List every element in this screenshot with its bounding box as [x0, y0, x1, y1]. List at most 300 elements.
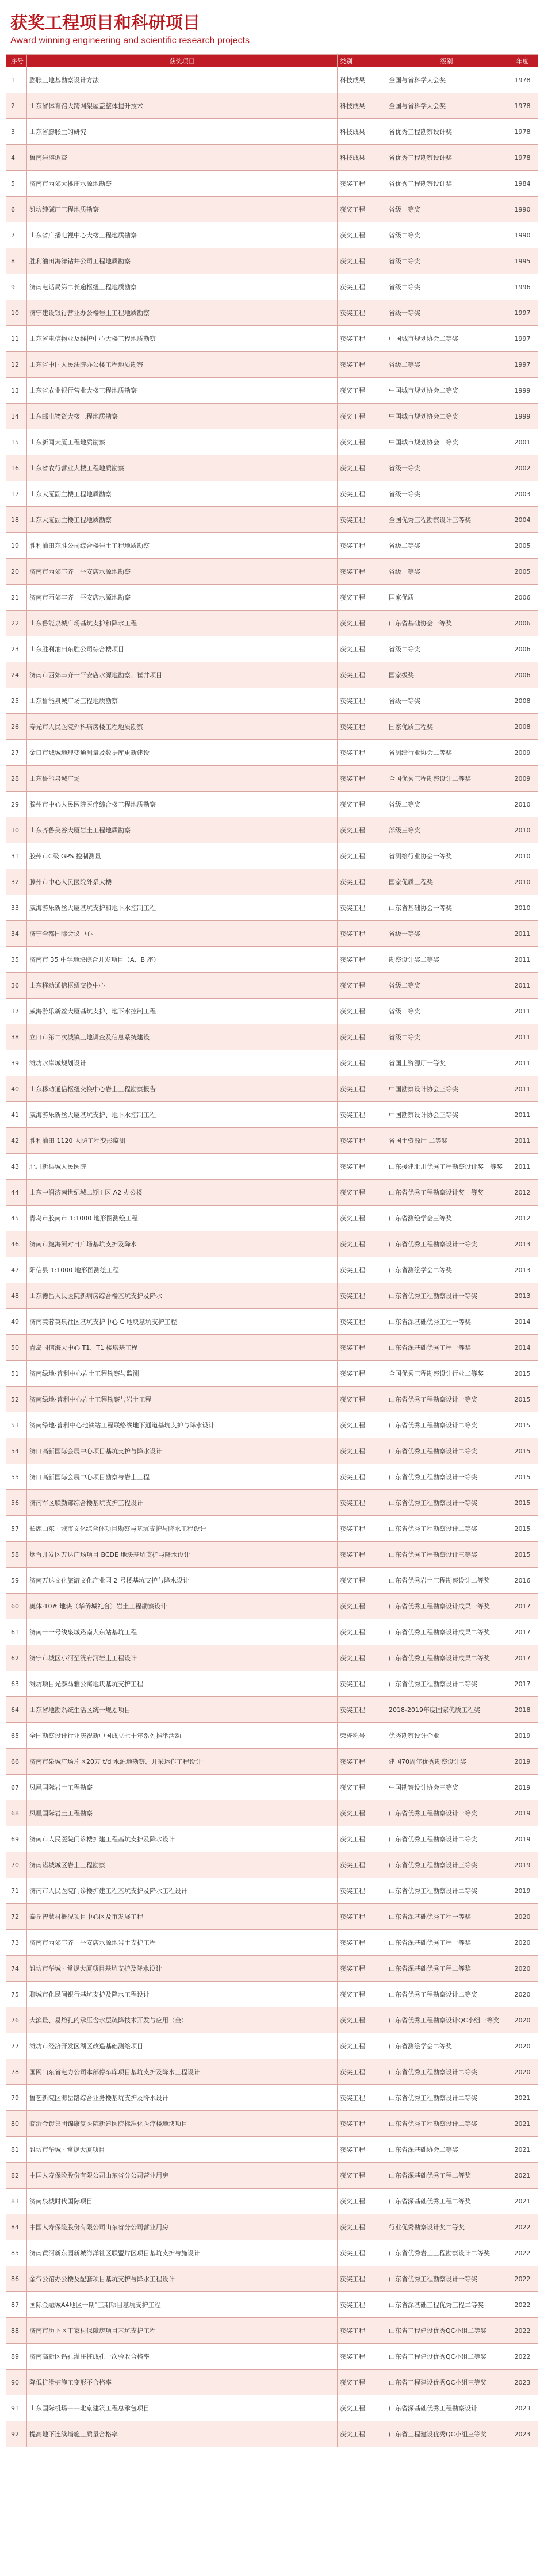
table-row	[6, 481, 538, 507]
table-row	[6, 869, 538, 895]
cell-category: 获奖工程	[338, 1956, 386, 1982]
cell-level: 山东省测绘学会二等奖	[386, 1257, 507, 1283]
cell-category: 获奖工程	[338, 197, 386, 222]
cell-number: 58	[6, 1542, 27, 1568]
cell-project: 潍坊纯碱厂工程地质勘察	[27, 197, 338, 222]
cell-number: 6	[6, 197, 27, 222]
cell-year: 1978	[507, 93, 538, 119]
cell-level: 优秀勘察设计企业	[386, 1723, 507, 1749]
cell-number: 69	[6, 1826, 27, 1852]
cell-number: 37	[6, 999, 27, 1024]
table-row	[6, 792, 538, 817]
cell-category: 获奖工程	[338, 2395, 386, 2421]
cell-category: 获奖工程	[338, 455, 386, 481]
table-row	[6, 404, 538, 429]
cell-year: 2006	[507, 585, 538, 611]
cell-category: 获奖工程	[338, 1231, 386, 1257]
cell-year: 2019	[507, 1723, 538, 1749]
cell-category: 获奖工程	[338, 2033, 386, 2059]
cell-project: 胶州市C级 GPS 控制测量	[27, 843, 338, 869]
cell-level: 国家级奖	[386, 662, 507, 688]
cell-number: 44	[6, 1180, 27, 1206]
cell-project: 济南军区联勤部综合楼基坑支护工程设计	[27, 1490, 338, 1516]
table-row	[6, 585, 538, 611]
cell-project: 济南市西郊丰齐一平安店水源地岩土支护工程	[27, 1930, 338, 1956]
table-row	[6, 2085, 538, 2111]
cell-level: 山东省深基础优秀工程二等奖	[386, 1956, 507, 1982]
cell-category: 获奖工程	[338, 1568, 386, 1594]
cell-number: 10	[6, 300, 27, 326]
cell-number: 51	[6, 1361, 27, 1387]
cell-number: 23	[6, 636, 27, 662]
table-row	[6, 1024, 538, 1050]
cell-number: 13	[6, 378, 27, 404]
cell-number: 77	[6, 2033, 27, 2059]
cell-level: 山东省深基础优秀工程一等奖	[386, 1335, 507, 1361]
cell-level: 省测绘行业协会二等奖	[386, 740, 507, 766]
cell-number: 50	[6, 1335, 27, 1361]
cell-year: 1990	[507, 222, 538, 248]
cell-category: 获奖工程	[338, 1697, 386, 1723]
cell-level: 省级二等奖	[386, 274, 507, 300]
cell-year: 2023	[507, 2370, 538, 2395]
cell-number: 47	[6, 1257, 27, 1283]
cell-number: 53	[6, 1412, 27, 1438]
cell-project: 金口市城城地理变通测量及数据库更新建设	[27, 740, 338, 766]
cell-category: 获奖工程	[338, 1361, 386, 1387]
cell-year: 2002	[507, 455, 538, 481]
cell-project: 山东省体育馆大跨网架屋盖整体提升技术	[27, 93, 338, 119]
cell-number: 17	[6, 481, 27, 507]
cell-project: 济南市历下区丁家村保障房项目基坑支护工程	[27, 2318, 338, 2344]
table-row	[6, 662, 538, 688]
table-row	[6, 2370, 538, 2395]
cell-project: 胜利油田 1120 人防工程变形监测	[27, 1128, 338, 1154]
cell-project: 山东邮电物资大楼工程地质勘察	[27, 404, 338, 429]
cell-number: 21	[6, 585, 27, 611]
table-row	[6, 429, 538, 455]
cell-project: 济南十一号线泉城路南大东站基坑工程	[27, 1619, 338, 1645]
cell-project: 青岛国信海天中心 T1、T1 楼塔基工程	[27, 1335, 338, 1361]
page-header	[0, 0, 544, 52]
cell-level: 山东省工程建设优秀QC小组三等奖	[386, 2421, 507, 2447]
cell-year: 2019	[507, 1826, 538, 1852]
cell-year: 2010	[507, 895, 538, 921]
cell-level: 山东省深基础优秀工程勘察设计	[386, 2395, 507, 2421]
table-header-row	[6, 55, 538, 67]
cell-category: 科技成果	[338, 93, 386, 119]
cell-year: 2017	[507, 1619, 538, 1645]
cell-year: 2004	[507, 507, 538, 533]
cell-number: 18	[6, 507, 27, 533]
table-row	[6, 2395, 538, 2421]
cell-project: 济南高新区钻孔灌注桩成孔一次验收合格率	[27, 2344, 338, 2370]
cell-number: 80	[6, 2111, 27, 2137]
cell-category: 获奖工程	[338, 1154, 386, 1180]
cell-year: 1997	[507, 326, 538, 352]
cell-number: 33	[6, 895, 27, 921]
cell-project: 潍坊项目光泰马雅公寓地块基坑支护工程	[27, 1671, 338, 1697]
table-row	[6, 636, 538, 662]
cell-category: 获奖工程	[338, 2214, 386, 2240]
table-row	[6, 1749, 538, 1775]
cell-year: 2010	[507, 843, 538, 869]
cell-category: 获奖工程	[338, 1309, 386, 1335]
cell-category: 获奖工程	[338, 1490, 386, 1516]
cell-year: 2021	[507, 2111, 538, 2137]
cell-number: 74	[6, 1956, 27, 1982]
cell-project: 胜利油田东胜公司综合楼岩土工程地质勘察	[27, 533, 338, 559]
table-row	[6, 1283, 538, 1309]
cell-level: 省级二等奖	[386, 352, 507, 378]
cell-project: 威海游乐新丝大厦基坑支护、地下水控制工程	[27, 999, 338, 1024]
cell-project: 济南泉城时代国际项目	[27, 2189, 338, 2214]
cell-level: 山东省优秀工程勘察设计三等奖	[386, 1542, 507, 1568]
cell-category: 获奖工程	[338, 1904, 386, 1930]
table-row	[6, 67, 538, 93]
cell-level: 山东省深基础优秀工程一等奖	[386, 1930, 507, 1956]
table-row	[6, 895, 538, 921]
table-row	[6, 1490, 538, 1516]
cell-category: 获奖工程	[338, 792, 386, 817]
cell-year: 2006	[507, 662, 538, 688]
cell-project: 济南绿地·普利中心岩土工程勘察与岩土工程	[27, 1387, 338, 1412]
cell-level: 全国优秀工程勘察设计行业二等奖	[386, 1361, 507, 1387]
cell-project: 山东省中国人民法院办公楼工程地质勘察	[27, 352, 338, 378]
cell-level: 省级一等奖	[386, 999, 507, 1024]
cell-category: 获奖工程	[338, 1438, 386, 1464]
table-row	[6, 171, 538, 197]
cell-category: 获奖工程	[338, 611, 386, 636]
cell-year: 2021	[507, 2163, 538, 2189]
table-row	[6, 1257, 538, 1283]
cell-year: 2023	[507, 2395, 538, 2421]
cell-category: 获奖工程	[338, 2421, 386, 2447]
cell-category: 获奖工程	[338, 2111, 386, 2137]
cell-project: 立口市第二次城镇土地调查及信息系统建设	[27, 1024, 338, 1050]
cell-number: 66	[6, 1749, 27, 1775]
table-row	[6, 2344, 538, 2370]
cell-year: 2009	[507, 740, 538, 766]
cell-level: 山东省优秀工程勘察设计一等奖	[386, 2266, 507, 2292]
cell-project: 济口高新国际会展中心项目勘察与岩土工程	[27, 1464, 338, 1490]
table-row	[6, 1697, 538, 1723]
cell-year: 2011	[507, 1102, 538, 1128]
cell-project: 山东国际机场——北京建筑工程总承包项目	[27, 2395, 338, 2421]
cell-level: 行业优秀勘察设计奖二等奖	[386, 2214, 507, 2240]
cell-year: 2006	[507, 636, 538, 662]
table-row	[6, 274, 538, 300]
cell-level: 山东省优秀工程勘察设计成果一等奖	[386, 1594, 507, 1619]
table-row	[6, 248, 538, 274]
cell-number: 92	[6, 2421, 27, 2447]
table-row	[6, 611, 538, 636]
cell-category: 科技成果	[338, 67, 386, 93]
cell-category: 获奖工程	[338, 1180, 386, 1206]
cell-number: 73	[6, 1930, 27, 1956]
table-row	[6, 2292, 538, 2318]
cell-category: 获奖工程	[338, 1257, 386, 1283]
cell-level: 山东省优秀工程勘察设计二等奖	[386, 1826, 507, 1852]
cell-level: 省国土资源厅一等奖	[386, 1050, 507, 1076]
cell-year: 2022	[507, 2266, 538, 2292]
cell-project: 降低抗滑桩施工变形不合格率	[27, 2370, 338, 2395]
cell-level: 山东省优秀工程勘察设计成果二等奖	[386, 1645, 507, 1671]
cell-year: 2017	[507, 1645, 538, 1671]
cell-project: 济宁建设银行营业办公楼岩土工程地质勘察	[27, 300, 338, 326]
table-row	[6, 1852, 538, 1878]
table-row	[6, 1102, 538, 1128]
cell-project: 阳信县 1:1000 地形图测绘工程	[27, 1257, 338, 1283]
cell-category: 荣誉称号	[338, 1723, 386, 1749]
table-row	[6, 1335, 538, 1361]
cell-level: 全国优秀工程勘察设计三等奖	[386, 507, 507, 533]
cell-category: 获奖工程	[338, 1645, 386, 1671]
cell-project: 临沂金锣集团锦康复医院新建医院标准化医疗楼地块项目	[27, 2111, 338, 2137]
cell-category: 获奖工程	[338, 481, 386, 507]
cell-category: 获奖工程	[338, 507, 386, 533]
cell-category: 获奖工程	[338, 2266, 386, 2292]
cell-year: 2011	[507, 1024, 538, 1050]
cell-category: 获奖工程	[338, 1516, 386, 1542]
cell-year: 2022	[507, 2318, 538, 2344]
column-header-number: 序号	[6, 55, 27, 67]
table-row	[6, 817, 538, 843]
cell-level: 山东省优秀工程勘察设计二等奖	[386, 1412, 507, 1438]
cell-level: 省级一等奖	[386, 921, 507, 947]
cell-year: 2014	[507, 1335, 538, 1361]
table-row	[6, 1050, 538, 1076]
table-row	[6, 999, 538, 1024]
cell-category: 获奖工程	[338, 1800, 386, 1826]
cell-year: 2011	[507, 973, 538, 999]
table-row	[6, 533, 538, 559]
cell-level: 国家优质工程奖	[386, 869, 507, 895]
cell-category: 获奖工程	[338, 1128, 386, 1154]
cell-year: 2009	[507, 766, 538, 792]
cell-number: 63	[6, 1671, 27, 1697]
cell-project: 济宁市城区小河至洸府河岩土工程设计	[27, 1645, 338, 1671]
cell-category: 获奖工程	[338, 714, 386, 740]
cell-category: 获奖工程	[338, 999, 386, 1024]
cell-project: 济南黄河新东园新城海洋社区联盟片区项目基坑支护与施设计	[27, 2240, 338, 2266]
cell-number: 14	[6, 404, 27, 429]
cell-year: 2020	[507, 1930, 538, 1956]
cell-level: 山东省优秀工程勘察设计二等奖	[386, 1438, 507, 1464]
cell-year: 1996	[507, 274, 538, 300]
cell-level: 山东省深基础优秀工程二等奖	[386, 2163, 507, 2189]
table-row	[6, 1904, 538, 1930]
cell-year: 2020	[507, 2007, 538, 2033]
cell-project: 济南市西郊大桃庄水源地勘察	[27, 171, 338, 197]
cell-project: 凤凰国际岩土工程勘察	[27, 1800, 338, 1826]
table-row	[6, 300, 538, 326]
cell-project: 山东移动通信枢纽交换中心岩土工程勘察报告	[27, 1076, 338, 1102]
cell-number: 86	[6, 2266, 27, 2292]
cell-year: 2010	[507, 817, 538, 843]
cell-project: 山东中润济南世纪城二期 I 区 A2 办公楼	[27, 1180, 338, 1206]
cell-number: 29	[6, 792, 27, 817]
cell-level: 山东省优秀工程勘察设计二等奖	[386, 1878, 507, 1904]
cell-year: 2001	[507, 429, 538, 455]
cell-year: 2020	[507, 2033, 538, 2059]
cell-number: 56	[6, 1490, 27, 1516]
cell-project: 济南市西郊丰齐一平安店水源地勘察	[27, 559, 338, 585]
table-row	[6, 352, 538, 378]
cell-level: 山东省优秀工程勘察设计QC小组一等奖	[386, 2007, 507, 2033]
cell-year: 1997	[507, 300, 538, 326]
table-row	[6, 1930, 538, 1956]
cell-level: 省级一等奖	[386, 455, 507, 481]
cell-category: 获奖工程	[338, 1412, 386, 1438]
cell-year: 2022	[507, 2240, 538, 2266]
cell-project: 山东省农行营业大楼工程地质勘察	[27, 455, 338, 481]
cell-level: 省级二等奖	[386, 636, 507, 662]
cell-number: 91	[6, 2395, 27, 2421]
cell-project: 凤凰国际岩土工程勘察	[27, 1775, 338, 1800]
cell-level: 山东省深基础优秀工程二等奖	[386, 2189, 507, 2214]
cell-year: 2012	[507, 1180, 538, 1206]
cell-number: 8	[6, 248, 27, 274]
column-header-project: 获奖项目	[27, 55, 338, 67]
cell-number: 42	[6, 1128, 27, 1154]
table-row	[6, 1956, 538, 1982]
cell-project: 山东胜利油田东胜公司综合楼项目	[27, 636, 338, 662]
table-row	[6, 455, 538, 481]
cell-project: 山东省地勘系统生活区统一规划项目	[27, 1697, 338, 1723]
cell-number: 60	[6, 1594, 27, 1619]
cell-level: 省级一等奖	[386, 688, 507, 714]
cell-level: 山东省工程建设优秀QC小组二等奖	[386, 2344, 507, 2370]
cell-level: 山东省优秀工程勘察设计二等奖	[386, 1516, 507, 1542]
cell-level: 省级二等奖	[386, 1024, 507, 1050]
table-row	[6, 93, 538, 119]
cell-project: 济口高新国际会展中心项目基坑支护与降水设计	[27, 1438, 338, 1464]
table-row	[6, 197, 538, 222]
cell-year: 2017	[507, 1594, 538, 1619]
cell-level: 省级一等奖	[386, 197, 507, 222]
cell-year: 1999	[507, 404, 538, 429]
table-row	[6, 688, 538, 714]
cell-project: 济南万达文化旅游文化产业园 2 号楼基坑支护与降水设计	[27, 1568, 338, 1594]
table-row	[6, 740, 538, 766]
table-row	[6, 1076, 538, 1102]
cell-level: 国家优质工程奖	[386, 714, 507, 740]
table-row	[6, 1309, 538, 1335]
cell-level: 中国城市规划协会二等奖	[386, 326, 507, 352]
cell-category: 获奖工程	[338, 662, 386, 688]
cell-level: 省级二等奖	[386, 222, 507, 248]
cell-level: 山东省优秀岩土工程勘察设计二等奖	[386, 1568, 507, 1594]
cell-level: 山东省优秀工程勘察设计奖一等奖	[386, 1180, 507, 1206]
cell-number: 71	[6, 1878, 27, 1904]
cell-project: 烟台开发区万达广场项目 BCDE 地块基坑支护与降水设计	[27, 1542, 338, 1568]
cell-category: 获奖工程	[338, 817, 386, 843]
cell-number: 70	[6, 1852, 27, 1878]
cell-category: 获奖工程	[338, 404, 386, 429]
cell-year: 2020	[507, 2059, 538, 2085]
cell-category: 获奖工程	[338, 766, 386, 792]
cell-level: 中国勘察设计协会三等奖	[386, 1102, 507, 1128]
cell-level: 山东省深基础协会二等奖	[386, 2137, 507, 2163]
table-row	[6, 1826, 538, 1852]
cell-year: 2015	[507, 1464, 538, 1490]
cell-number: 27	[6, 740, 27, 766]
cell-number: 5	[6, 171, 27, 197]
cell-project: 济南电话局第二长途枢纽工程地质勘察	[27, 274, 338, 300]
cell-number: 22	[6, 611, 27, 636]
cell-category: 获奖工程	[338, 378, 386, 404]
table-row	[6, 1180, 538, 1206]
cell-number: 52	[6, 1387, 27, 1412]
cell-year: 2012	[507, 1206, 538, 1231]
cell-number: 59	[6, 1568, 27, 1594]
cell-number: 55	[6, 1464, 27, 1490]
cell-project: 山东新闻大厦工程地质勘察	[27, 429, 338, 455]
cell-category: 获奖工程	[338, 895, 386, 921]
table-row	[6, 2033, 538, 2059]
cell-level: 中国城市规划协会二等奖	[386, 404, 507, 429]
cell-category: 获奖工程	[338, 1076, 386, 1102]
cell-project: 膨胀土地基勘察设计方法	[27, 67, 338, 93]
cell-level: 山东省优秀工程勘察设计一等奖	[386, 1800, 507, 1826]
cell-year: 2005	[507, 559, 538, 585]
table-row	[6, 1206, 538, 1231]
table-row	[6, 145, 538, 171]
cell-category: 获奖工程	[338, 1050, 386, 1076]
cell-category: 获奖工程	[338, 222, 386, 248]
cell-project: 金帝公馆办公楼及配套项目基坑支护与降水工程设计	[27, 2266, 338, 2292]
cell-number: 7	[6, 222, 27, 248]
cell-project: 济宁全都国际会议中心	[27, 921, 338, 947]
cell-project: 全国勘察设计行业庆祝新中国成立七十年系列推举活动	[27, 1723, 338, 1749]
cell-number: 62	[6, 1645, 27, 1671]
cell-level: 省级一等奖	[386, 559, 507, 585]
table-row	[6, 1723, 538, 1749]
cell-category: 获奖工程	[338, 2085, 386, 2111]
cell-category: 获奖工程	[338, 1206, 386, 1231]
cell-level: 全国与省科学大会奖	[386, 93, 507, 119]
cell-category: 获奖工程	[338, 973, 386, 999]
cell-project: 胜利油田海洋钻井公司工程地质勘察	[27, 248, 338, 274]
cell-number: 72	[6, 1904, 27, 1930]
cell-year: 2010	[507, 792, 538, 817]
cell-year: 2019	[507, 1878, 538, 1904]
cell-year: 2022	[507, 2344, 538, 2370]
cell-project: 济南诸城城区岩土工程勘察	[27, 1852, 338, 1878]
page-subtitle: Award winning engineering and scientific research projects	[10, 36, 250, 45]
cell-category: 获奖工程	[338, 300, 386, 326]
cell-category: 获奖工程	[338, 352, 386, 378]
cell-category: 获奖工程	[338, 2240, 386, 2266]
cell-number: 20	[6, 559, 27, 585]
cell-number: 41	[6, 1102, 27, 1128]
cell-year: 2021	[507, 2189, 538, 2214]
cell-project: 中国人寿保险股份有限公司山东省分公司营业用房	[27, 2214, 338, 2240]
cell-year: 1984	[507, 171, 538, 197]
cell-number: 15	[6, 429, 27, 455]
cell-project: 鲁南岩溶调查	[27, 145, 338, 171]
cell-level: 山东省测绘学会二等奖	[386, 2033, 507, 2059]
cell-category: 获奖工程	[338, 559, 386, 585]
cell-project: 威海游乐新丝大厦基坑支护和地下水控制工程	[27, 895, 338, 921]
cell-year: 2011	[507, 947, 538, 973]
cell-project: 济南市泉城广场片区20万 t/d 水源地勘察、开采运作工程设计	[27, 1749, 338, 1775]
cell-category: 获奖工程	[338, 585, 386, 611]
table-row	[6, 1568, 538, 1594]
cell-level: 山东援建北川优秀工程勘察设计奖一等奖	[386, 1154, 507, 1180]
cell-level: 山东省优秀工程勘察设计二等奖	[386, 2111, 507, 2137]
